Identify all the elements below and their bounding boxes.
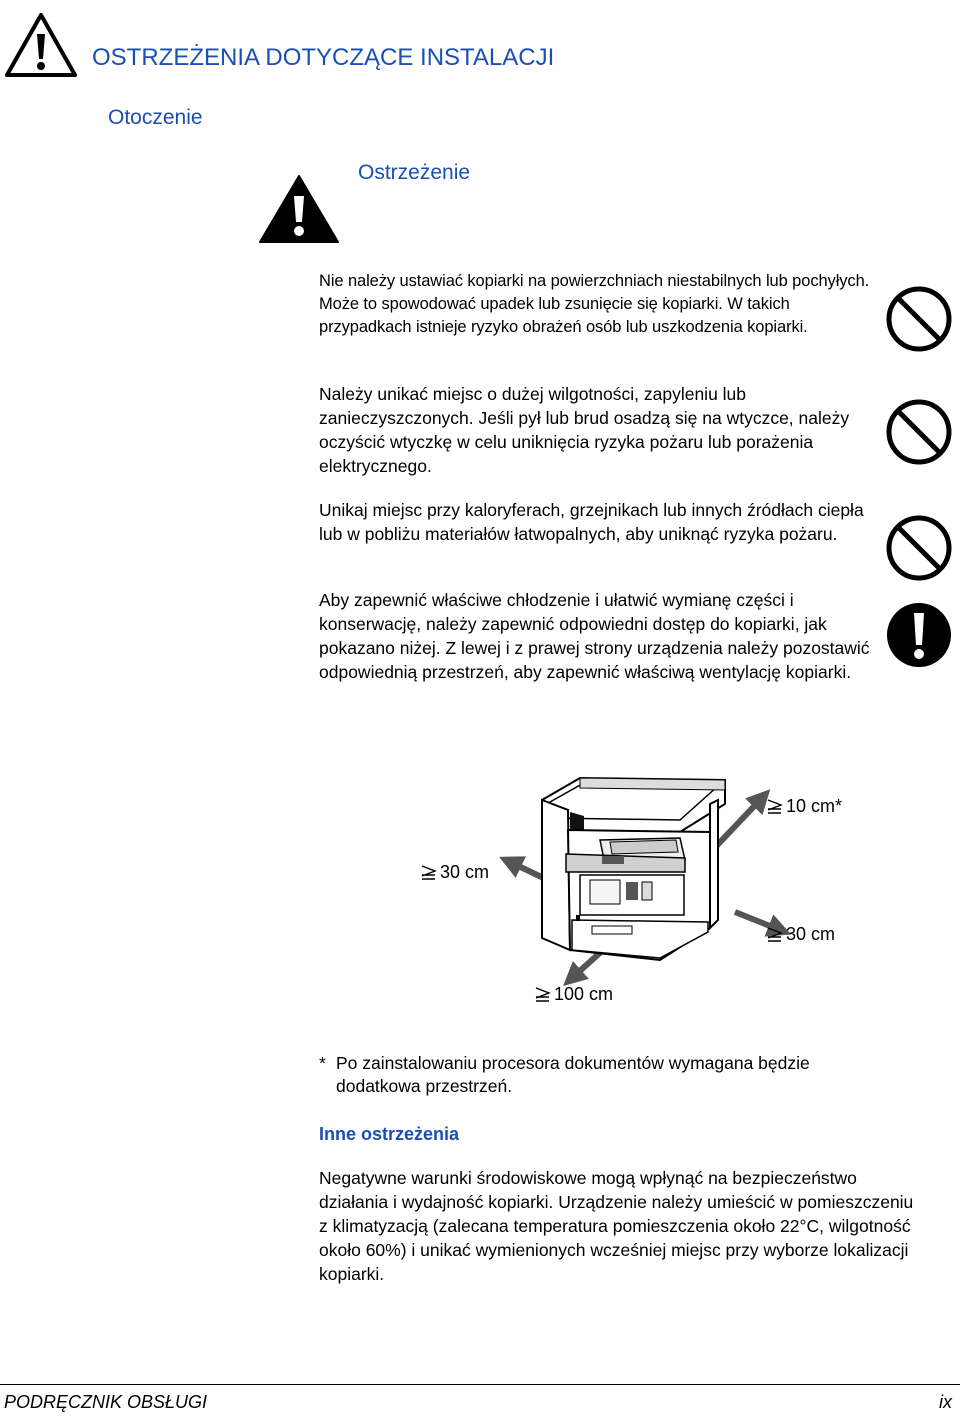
- greater-equal-icon: [766, 926, 784, 944]
- clearance-left-value: 30 cm: [440, 862, 490, 882]
- warning-outline-icon: [4, 12, 78, 78]
- clearance-left: [420, 862, 489, 883]
- page-title: OSTRZEŻENIA DOTYCZĄCE INSTALACJI: [92, 44, 555, 71]
- prohibition-icon: [885, 398, 953, 466]
- section-title: Otoczenie: [108, 106, 203, 129]
- clearance-front: [534, 984, 613, 1005]
- clearance-right-value: 30 cm: [786, 924, 836, 944]
- paragraph-heat: Unikaj miejsc przy kaloryferach, grzejnikach lub innych źródłach ciepła lub w pobliżu materiałów łatwopalnych, aby uniknąć ryzyka pożaru.: [319, 500, 864, 544]
- clearance-top-value: 10 cm*: [786, 796, 843, 816]
- clearance-top: [766, 796, 842, 817]
- other-warnings-text: Negatywne warunki środowiskowe mogą wpłynąć na bezpieczeństwo działania i wydajność kopiarki. Urządzenie należy umieścić w pomieszczeniu z klimatyzacją (zalecana temperatura pomieszczenia około 22°C, wilgotność około 60%) i unikać wymienionych wcześniej miejsc przy wyborze lokalizacji kopiarki.: [319, 1168, 914, 1284]
- clearance-front-value: 100 cm: [554, 984, 614, 1004]
- footnote-marker: *: [319, 1053, 326, 1073]
- mandatory-icon: [885, 601, 953, 669]
- page-number: ix: [939, 1392, 952, 1412]
- footnote-text: Po zainstalowaniu procesora dokumentów wymagana będzie dodatkowa przestrzeń.: [336, 1053, 810, 1096]
- paragraph-humidity: Należy unikać miejsc o dużej wilgotności, zapyleniu lub zanieczyszczonych. Jeśli pył lub brud osadzą się na wtyczce, należy oczyścić wtyczkę w celu uniknięcia ryzyka pożaru lub porażenia elektrycznego.: [319, 384, 850, 476]
- copier-illustration: [480, 760, 800, 990]
- greater-equal-icon: [766, 798, 784, 816]
- paragraph-stability: Nie należy ustawiać kopiarki na powierzchniach niestabilnych lub pochyłych. Może to spowodować upadek lub zsunięcie się kopiarki. W takich przypadkach istnieje ryzyko obrażeń osób lub uszkodzenia kopiarki.: [319, 272, 870, 336]
- greater-equal-icon: [420, 864, 438, 882]
- warning-filled-icon: [258, 174, 340, 244]
- footer-manual-title: PODRĘCZNIK OBSŁUGI: [4, 1392, 208, 1412]
- greater-equal-icon: [534, 986, 552, 1004]
- other-warnings-heading: Inne ostrzeżenia: [319, 1124, 460, 1144]
- clearance-right: [766, 924, 835, 945]
- subsection-title: Ostrzeżenie: [358, 161, 471, 184]
- footer-divider: [0, 1384, 960, 1385]
- paragraph-clearance: Aby zapewnić właściwe chłodzenie i ułatwić wymianę części i konserwację, należy zapewnić odpowiedni dostęp do kopiarki, jak pokazano niżej. Z lewej i z prawej strony urządzenia należy pozostawić odpowiednią przestrzeń, aby zapewnić właściwą wentylację kopiarki.: [319, 590, 870, 682]
- prohibition-icon: [885, 285, 953, 353]
- prohibition-icon: [885, 514, 953, 582]
